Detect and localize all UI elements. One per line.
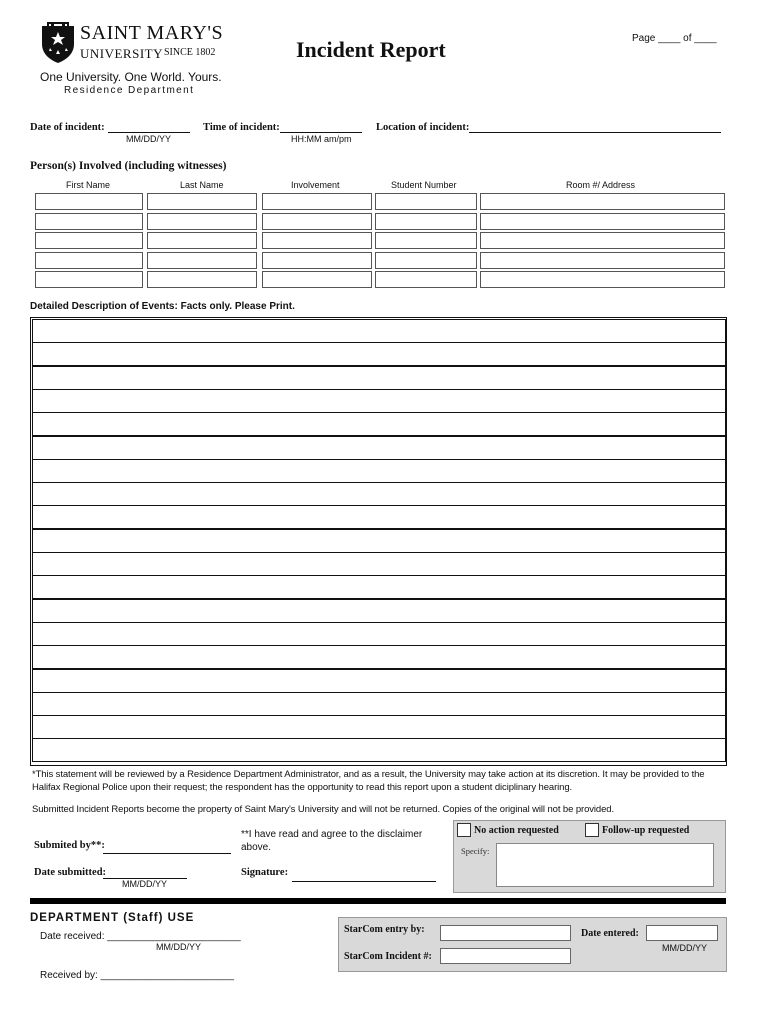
- first-name-cell[interactable]: [35, 232, 143, 249]
- persons-section-title: Person(s) Involved (including witnesses): [30, 160, 227, 172]
- description-line[interactable]: [32, 715, 726, 739]
- date-of-incident-field[interactable]: [108, 132, 190, 133]
- involvement-cell[interactable]: [262, 193, 372, 210]
- date-submitted-label: Date submitted:: [34, 867, 107, 878]
- starcom-incident-label: StarCom Incident #:: [344, 951, 432, 962]
- signature-label: Signature:: [241, 867, 289, 878]
- first-name-cell[interactable]: [35, 213, 143, 230]
- description-line[interactable]: [32, 319, 726, 343]
- specify-field[interactable]: [496, 843, 714, 887]
- last-name-cell[interactable]: [147, 252, 257, 269]
- description-line[interactable]: [32, 738, 726, 762]
- column-header-last-name: Last Name: [180, 180, 224, 190]
- description-line[interactable]: [32, 529, 726, 553]
- submitted-by-field[interactable]: [103, 853, 231, 854]
- date-entered-hint: MM/DD/YY: [662, 943, 707, 953]
- room-address-cell[interactable]: [480, 193, 725, 210]
- room-address-cell[interactable]: [480, 213, 725, 230]
- starcom-incident-field[interactable]: [440, 948, 571, 964]
- description-line[interactable]: [32, 412, 726, 436]
- student-number-cell[interactable]: [375, 271, 477, 288]
- student-number-cell[interactable]: [375, 252, 477, 269]
- no-action-label: No action requested: [474, 825, 559, 836]
- column-header-involvement: Involvement: [291, 180, 340, 190]
- room-address-cell[interactable]: [480, 232, 725, 249]
- column-header-room-address: Room #/ Address: [566, 180, 636, 190]
- involvement-cell[interactable]: [262, 271, 372, 288]
- disclaimer-note: *This statement will be reviewed by a Residence Department Administrator, and as a result, the University may take action at its discretion. It may be provided to the Halifax Regional Police upon their request; the respondent has the opportunity to read this report upon a student diciplinary hearing.: [32, 769, 705, 793]
- follow-up-label: Follow-up requested: [602, 825, 690, 836]
- description-title: Detailed Description of Events: Facts only. Please Print.: [30, 301, 295, 312]
- specify-label: Specify:: [461, 846, 490, 856]
- room-address-cell[interactable]: [480, 271, 725, 288]
- student-number-cell[interactable]: [375, 213, 477, 230]
- section-divider: [30, 898, 726, 904]
- description-line[interactable]: [32, 552, 726, 576]
- involvement-cell[interactable]: [262, 232, 372, 249]
- description-line[interactable]: [32, 575, 726, 599]
- starcom-entry-label: StarCom entry by:: [344, 924, 425, 935]
- university-logo: [40, 20, 224, 70]
- signature-field[interactable]: [292, 881, 436, 882]
- date-of-incident-label: Date of incident:: [30, 122, 105, 133]
- page-number-field[interactable]: Page ____ of ____: [632, 33, 717, 44]
- date-received-field[interactable]: Date received: ________________________: [40, 931, 241, 942]
- room-address-cell[interactable]: [480, 252, 725, 269]
- involvement-cell[interactable]: [262, 252, 372, 269]
- description-line[interactable]: [32, 622, 726, 646]
- agree-text: **I have read and agree to the disclaimer above.: [241, 829, 423, 853]
- description-line[interactable]: [32, 599, 726, 623]
- date-hint: MM/DD/YY: [126, 134, 171, 144]
- student-number-cell[interactable]: [375, 193, 477, 210]
- description-line[interactable]: [32, 459, 726, 483]
- no-action-checkbox[interactable]: [457, 823, 471, 837]
- submitted-by-label: Submited by**:: [34, 840, 105, 851]
- column-header-first-name: First Name: [66, 180, 111, 190]
- description-line[interactable]: [32, 366, 726, 390]
- staff-section-title: DEPARTMENT (Staff) USE: [30, 912, 195, 924]
- time-hint: HH:MM am/pm: [291, 134, 352, 144]
- column-header-student-number: Student Number: [391, 180, 457, 190]
- date-received-hint: MM/DD/YY: [156, 942, 201, 952]
- date-submitted-hint: MM/DD/YY: [122, 879, 167, 889]
- time-of-incident-label: Time of incident:: [203, 122, 280, 133]
- university-name: SAINT MARY'S: [80, 22, 224, 44]
- starcom-entry-field[interactable]: [440, 925, 571, 941]
- date-entered-field[interactable]: [646, 925, 718, 941]
- date-entered-label: Date entered:: [581, 928, 639, 939]
- tagline: One University. One World. Yours.: [40, 70, 222, 84]
- department-name: Residence Department: [64, 85, 195, 96]
- location-field[interactable]: [469, 132, 721, 133]
- location-label: Location of incident:: [376, 122, 470, 133]
- received-by-field[interactable]: Received by: ________________________: [40, 970, 235, 981]
- description-line[interactable]: [32, 692, 726, 716]
- since-year: SINCE 1802: [164, 47, 216, 58]
- first-name-cell[interactable]: [35, 271, 143, 288]
- first-name-cell[interactable]: [35, 193, 143, 210]
- description-line[interactable]: [32, 669, 726, 693]
- description-line[interactable]: [32, 389, 726, 413]
- last-name-cell[interactable]: [147, 271, 257, 288]
- student-number-cell[interactable]: [375, 232, 477, 249]
- first-name-cell[interactable]: [35, 252, 143, 269]
- crest-icon: [40, 22, 76, 64]
- follow-up-checkbox[interactable]: [585, 823, 599, 837]
- description-line[interactable]: [32, 505, 726, 529]
- description-line[interactable]: [32, 342, 726, 366]
- description-line[interactable]: [32, 482, 726, 506]
- form-title: Incident Report: [296, 37, 446, 62]
- description-line[interactable]: [32, 436, 726, 460]
- last-name-cell[interactable]: [147, 213, 257, 230]
- last-name-cell[interactable]: [147, 193, 257, 210]
- time-of-incident-field[interactable]: [280, 132, 362, 133]
- property-note: Submitted Incident Reports become the property of Saint Mary's University and will not be returned. Copies of the original will not be provided.: [32, 804, 614, 815]
- involvement-cell[interactable]: [262, 213, 372, 230]
- description-line[interactable]: [32, 645, 726, 669]
- last-name-cell[interactable]: [147, 232, 257, 249]
- university-word: UNIVERSITY: [80, 46, 163, 61]
